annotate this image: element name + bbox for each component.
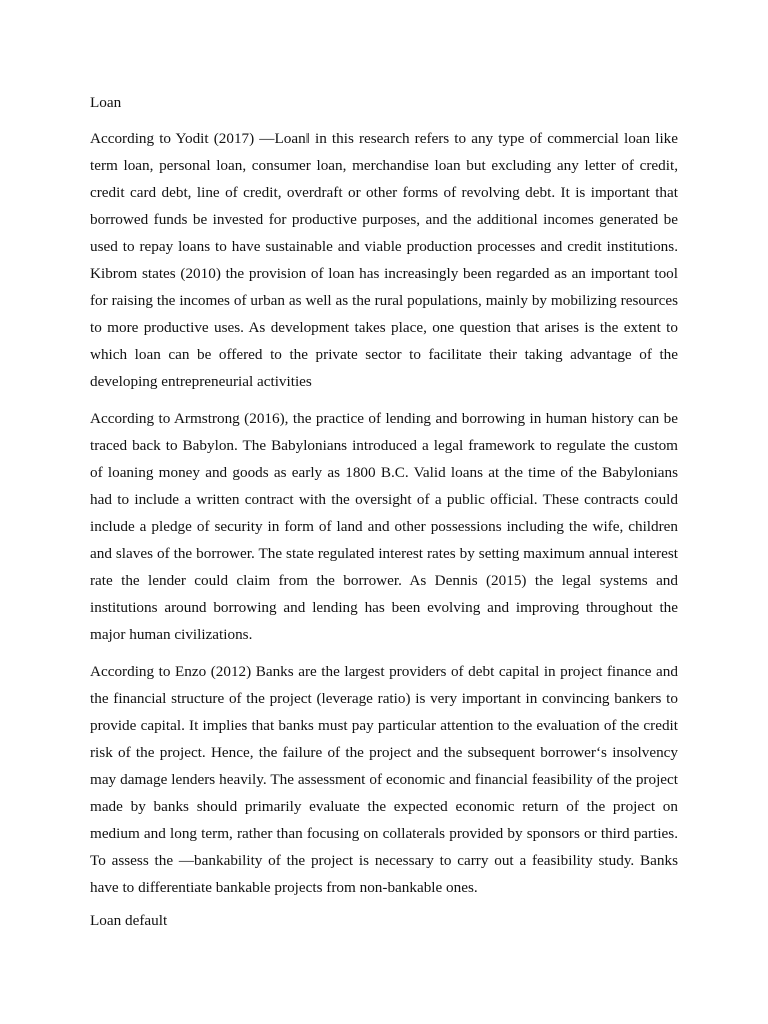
paragraph-armstrong: According to Armstrong (2016), the practice of lending and borrowing in human history can be traced back to Babylon. The Babylonians introduced a legal framework to regulate the custom of loaning money and goods as early as 1800 B.C. Valid loans at the time of the Babylonians had to include a written contract with the oversight of a public official. These contracts could include a pledge of security in form of land and other possessions including the wife, children and slaves of the borrower. The state regulated interest rates by setting maximum annual interest rate the lender could claim from the borrower. As Dennis (2015) the legal systems and institutions around borrowing and lending has been evolving and improving throughout the major human civilizations. <box>90 410 678 643</box>
section-heading-loan: Loan <box>90 94 122 111</box>
paragraph-yodit: According to Yodit (2017) —Loan‖ in this research refers to any type of commercial loan like term loan, personal loan, consumer loan, merchandise loan but excluding any letter of credit, credit card debt, line of credit, overdraft or other forms of revolving debt. It is important that borrowed funds be invested for productive purposes, and the additional incomes generated be used to repay loans to have sustainable and viable production processes and credit institutions. Kibrom states (2010) the provision of loan has increasingly been regarded as an important tool for raising the incomes of urban as well as the rural populations, mainly by mobilizing resources to more productive uses. As development takes place, one question that arises is the extent to which loan can be offered to the private sector to facilitate their taking advantage of the developing entrepreneurial activities <box>90 130 678 390</box>
paragraph-enzo: According to Enzo (2012) Banks are the largest providers of debt capital in project finance and the financial structure of the project (leverage ratio) is very important in convincing bankers to provide capital. It implies that banks must pay particular attention to the evaluation of the credit risk of the project. Hence, the failure of the project and the subsequent borrower‘s insolvency may damage lenders heavily. The assessment of economic and financial feasibility of the project made by banks should primarily evaluate the expected economic return of the project on medium and long term, rather than focusing on collaterals provided by sponsors or third parties. To assess the —bankability of the project is necessary to carry out a feasibility study. Banks have to differentiate bankable projects from non-bankable ones. <box>90 663 678 896</box>
section-heading-loan-default: Loan default <box>90 912 168 929</box>
